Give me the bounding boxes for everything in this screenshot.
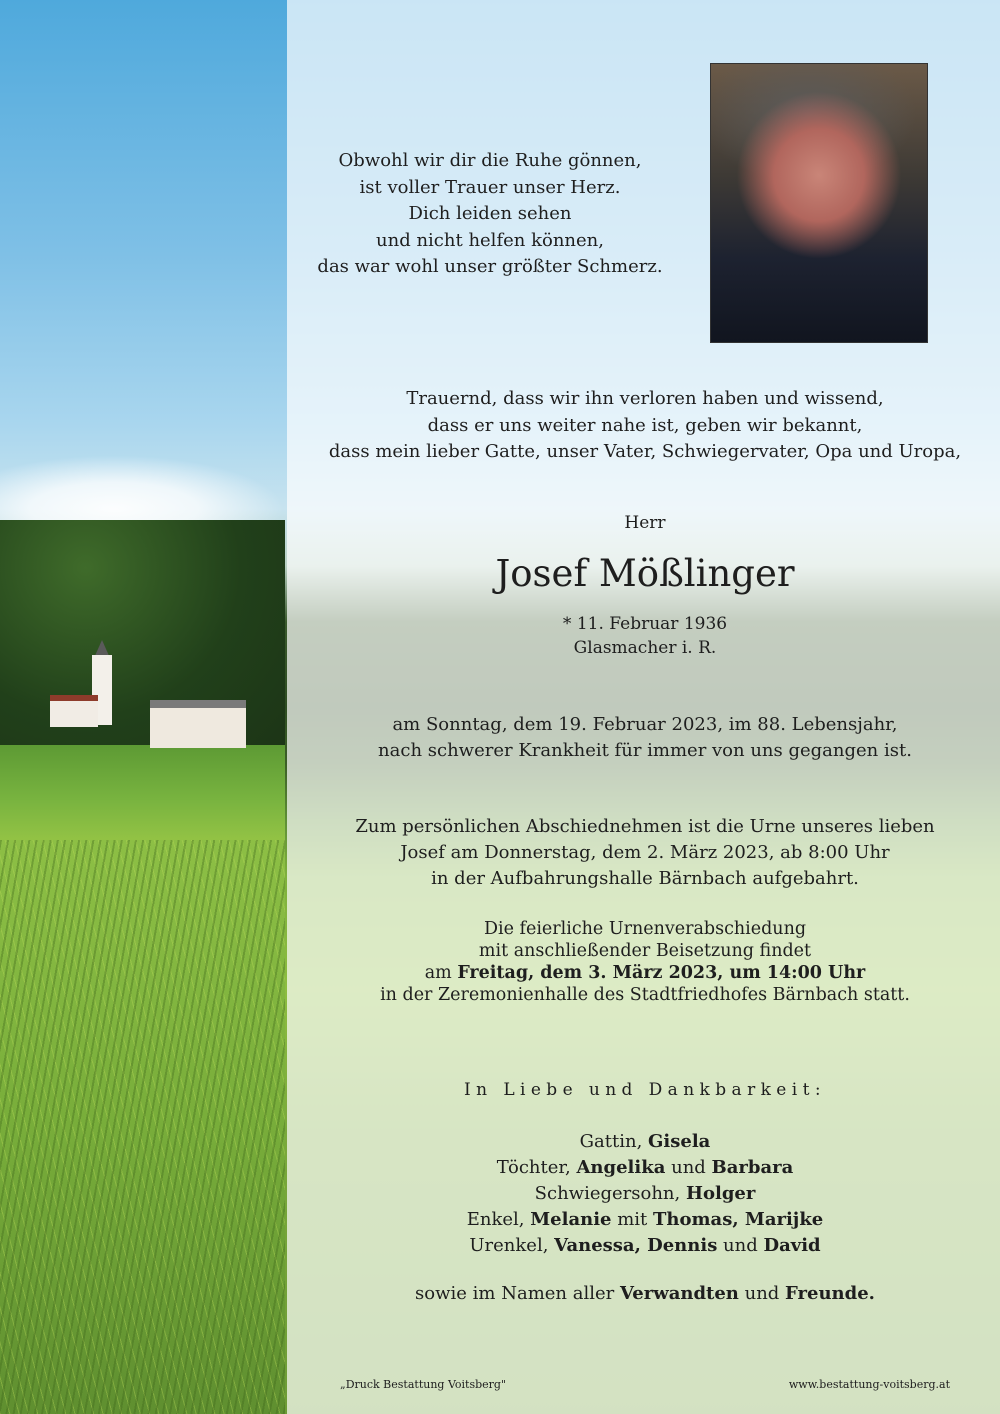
family-grandchildren xyxy=(300,1207,990,1233)
family-member: Gisela xyxy=(648,1131,711,1152)
portrait-photo xyxy=(710,63,928,343)
family-label: Töchter, xyxy=(496,1157,577,1178)
family-soninlaw xyxy=(300,1181,990,1207)
family-connector: und xyxy=(665,1157,712,1178)
closing-line xyxy=(300,1283,990,1304)
memorial-poem xyxy=(300,148,680,281)
ceremony-line: Die feierliche Urnenverabschiedung xyxy=(483,919,807,939)
viewing-line: Josef am Donnerstag, dem 2. März 2023, ab 8:00 Uhr xyxy=(400,842,890,863)
ceremony-info xyxy=(300,918,990,1006)
salutation: Herr xyxy=(624,513,666,533)
viewing-info xyxy=(300,814,990,892)
ceremony-line: in der Zeremonienhalle des Stadtfriedhofes Bärnbach statt. xyxy=(380,985,910,1005)
family-label: Schwiegersohn, xyxy=(534,1183,686,1204)
family-list xyxy=(300,1129,990,1259)
printer-credit: „Druck Bestattung Voitsberg" xyxy=(340,1378,506,1391)
family-connector: und xyxy=(717,1235,764,1256)
poem-line: das war wohl unser größter Schmerz. xyxy=(317,256,663,277)
closing-relatives: Verwandten xyxy=(619,1283,739,1304)
family-member: Barbara xyxy=(711,1157,794,1178)
manor-house xyxy=(150,700,246,748)
church-nave xyxy=(50,695,98,727)
announcement-line: dass mein lieber Gatte, unser Vater, Schwiegervater, Opa und Uropa, xyxy=(328,441,962,462)
poem-line: ist voller Trauer unser Herz. xyxy=(359,176,621,198)
family-greatgrandchildren xyxy=(300,1233,990,1259)
closing-prefix: sowie im Namen aller xyxy=(415,1283,620,1304)
closing-connector: und xyxy=(738,1283,786,1304)
birth-date: * 11. Februar 1936 xyxy=(562,614,728,634)
birth-info xyxy=(300,612,990,660)
family-member: Melanie xyxy=(530,1209,612,1230)
family-label: Urenkel, xyxy=(469,1235,555,1256)
ceremony-prefix: am xyxy=(424,963,458,983)
family-member: Thomas, xyxy=(653,1209,739,1230)
ceremony-line: mit anschließender Beisetzung findet xyxy=(478,941,812,961)
family-label: Gattin, xyxy=(579,1131,649,1152)
viewing-line: Zum persönlichen Abschiednehmen ist die Urne unseres lieben xyxy=(355,816,935,837)
family-member: Vanessa, Dennis xyxy=(554,1235,718,1256)
family-connector: mit xyxy=(611,1209,654,1230)
family-member: Marijke xyxy=(738,1209,824,1230)
poem-line: und nicht helfen können, xyxy=(376,229,604,251)
poem-line: Obwohl wir dir die Ruhe gönnen, xyxy=(338,150,642,171)
announcement-line: dass er uns weiter nahe ist, geben wir bekannt, xyxy=(427,414,863,436)
closing-friends: Freunde. xyxy=(785,1283,875,1304)
family-label: Enkel, xyxy=(466,1209,531,1230)
death-line: nach schwerer Krankheit für immer von uns gegangen ist. xyxy=(378,740,912,761)
announcement-line: Trauernd, dass wir ihn verloren haben und wissend, xyxy=(406,388,884,409)
thanks-title: In Liebe und Dankbarkeit: xyxy=(464,1080,826,1100)
profession: Glasmacher i. R. xyxy=(573,638,717,658)
poem-line: Dich leiden sehen xyxy=(408,203,572,224)
family-member: David xyxy=(763,1235,821,1256)
family-member: Holger xyxy=(685,1183,756,1204)
ceremony-date: Freitag, dem 3. März 2023, um 14:00 Uhr xyxy=(457,963,866,983)
death-info xyxy=(300,712,990,764)
family-wife xyxy=(300,1129,990,1155)
death-line: am Sonntag, dem 19. Februar 2023, im 88. Lebensjahr, xyxy=(392,714,898,735)
grass-foreground xyxy=(0,840,285,1414)
family-member: Angelika xyxy=(576,1157,666,1178)
family-daughters xyxy=(300,1155,990,1181)
deceased-name: Josef Mößlinger xyxy=(495,552,795,595)
announcement xyxy=(300,386,990,466)
ceremony-line xyxy=(300,962,990,984)
viewing-line: in der Aufbahrungshalle Bärnbach aufgebahrt. xyxy=(431,868,859,889)
website-link[interactable]: www.bestattung-voitsberg.at xyxy=(788,1378,950,1391)
